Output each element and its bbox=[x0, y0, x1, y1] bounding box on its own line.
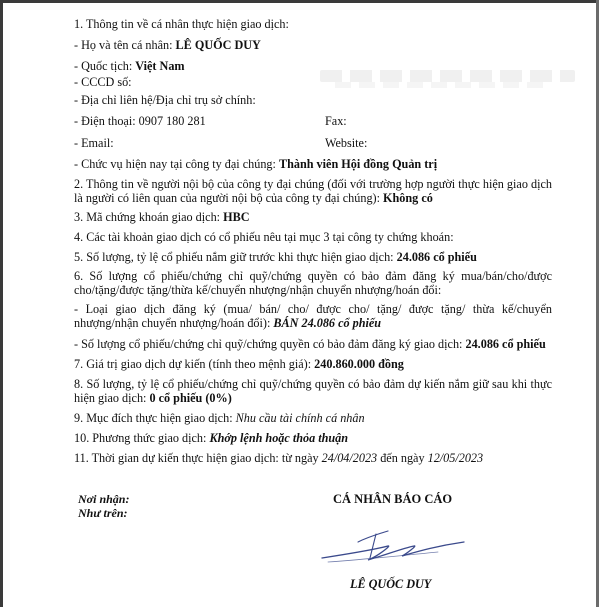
signer-name: LÊ QUỐC DUY bbox=[350, 577, 432, 591]
website-label: Website: bbox=[325, 136, 368, 150]
holding-after-label: 8. Số lượng, tỷ lệ cổ phiếu/chứng chỉ quỹ/chứng quyền có bảo đảm dự kiến nắm giữ sau khi thực hiện giao dịch: bbox=[74, 377, 552, 405]
holding-before-label: 5. Số lượng, tỷ lệ cổ phiếu nắm giữ trước khi thực hiện giao dịch: bbox=[74, 250, 397, 264]
method-row bbox=[74, 431, 552, 445]
insider-info-value: Không có bbox=[383, 191, 433, 205]
ticker-value: HBC bbox=[223, 210, 250, 224]
signature-image bbox=[318, 516, 468, 576]
position-row bbox=[74, 157, 552, 171]
insider-info-paragraph bbox=[74, 177, 552, 205]
method-value: Khớp lệnh hoặc thỏa thuận bbox=[209, 431, 349, 445]
timeframe-from: 24/04/2023 bbox=[321, 451, 378, 465]
position-value: Thành viên Hội đồng Quản trị bbox=[278, 157, 438, 171]
timeframe-label: 11. Thời gian dự kiến thực hiện giao dịch: từ ngày bbox=[74, 451, 322, 465]
holding-after-value: 0 cổ phiếu (0%) bbox=[149, 391, 232, 405]
registered-quantity-paragraph: 6. Số lượng cổ phiếu/chứng chỉ quỹ/chứng quyền có bảo đảm đăng ký mua/bán/cho/được cho/tặng/được tặng/thừa kế/chuyển nhượng/nhận chuyển nhượng/hoán đổi: bbox=[74, 269, 552, 297]
recipients-label: Nơi nhận: bbox=[78, 492, 130, 506]
registered-count-row bbox=[74, 337, 552, 351]
holding-before-row bbox=[74, 250, 552, 264]
transaction-value-row bbox=[74, 357, 552, 371]
timeframe-row bbox=[74, 451, 552, 465]
id-number-row bbox=[74, 75, 552, 89]
address-row bbox=[74, 93, 552, 107]
registered-count-value: 24.086 cổ phiếu bbox=[465, 337, 546, 351]
transaction-type-paragraph bbox=[74, 302, 552, 330]
transaction-value-value: 240.860.000 đồng bbox=[314, 357, 404, 371]
purpose-row bbox=[74, 411, 552, 425]
timeframe-to: 12/05/2023 bbox=[427, 451, 484, 465]
ticker-row bbox=[74, 210, 552, 224]
full-name-row bbox=[74, 38, 552, 52]
holding-after-paragraph bbox=[74, 377, 552, 405]
purpose-label: 9. Mục đích thực hiện giao dịch: bbox=[74, 411, 236, 425]
registered-count-label: - Số lượng cổ phiếu/chứng chỉ quỹ/chứng quyền có bảo đảm đăng ký giao dịch: bbox=[74, 337, 466, 351]
transaction-type-value: BÁN 24.086 cổ phiếu bbox=[273, 316, 382, 330]
purpose-value: Nhu cầu tài chính cá nhân bbox=[235, 411, 365, 425]
id-number-label: - CCCD số: bbox=[74, 75, 132, 89]
fax-label: Fax: bbox=[325, 114, 347, 128]
method-label: 10. Phương thức giao dịch: bbox=[74, 431, 210, 445]
nationality-label: - Quốc tịch: bbox=[74, 59, 136, 73]
holding-before-value: 24.086 cổ phiếu bbox=[396, 250, 477, 264]
accounts-row: 4. Các tài khoản giao dịch có cổ phiếu nêu tại mục 3 tại công ty chứng khoán: bbox=[74, 230, 454, 244]
transaction-type-label: - Loại giao dịch đăng ký (mua/ bán/ cho/ được cho/ tặng/ được tặng/ thừa kế/chuyển nhượng/nhận chuyển nhượng/hoán đổi): bbox=[74, 302, 552, 330]
email-label: - Email: bbox=[74, 136, 114, 150]
recipients-line-2: Như trên: bbox=[78, 506, 128, 520]
section-1-heading: 1. Thông tin về cá nhân thực hiện giao dịch: bbox=[74, 17, 289, 31]
position-label: - Chức vụ hiện nay tại công ty đại chúng: bbox=[74, 157, 279, 171]
full-name-label: - Họ và tên cá nhân: bbox=[74, 38, 176, 52]
phone-label: - Điện thoại: bbox=[74, 114, 139, 128]
timeframe-mid: đến ngày bbox=[377, 451, 428, 465]
address-label: - Địa chỉ liên hệ/Địa chỉ trụ sở chính: bbox=[74, 93, 256, 107]
nationality-value: Việt Nam bbox=[135, 59, 185, 73]
insider-info-text: 2. Thông tin về người nội bộ của công ty đại chúng (đối với trường hợp người thực hiện giao dịch là người có liên quan của người nội bộ của công ty đại chúng): bbox=[74, 177, 552, 205]
ticker-label: 3. Mã chứng khoán giao dịch: bbox=[74, 210, 224, 224]
nationality-row bbox=[74, 59, 552, 73]
email-row bbox=[74, 136, 552, 150]
transaction-value-label: 7. Giá trị giao dịch dự kiến (tính theo mệnh giá): bbox=[74, 357, 315, 371]
phone-row bbox=[74, 114, 552, 128]
phone-value: 0907 180 281 bbox=[138, 114, 206, 128]
full-name-value: LÊ QUỐC DUY bbox=[175, 38, 261, 52]
reporter-title: CÁ NHÂN BÁO CÁO bbox=[333, 492, 453, 506]
